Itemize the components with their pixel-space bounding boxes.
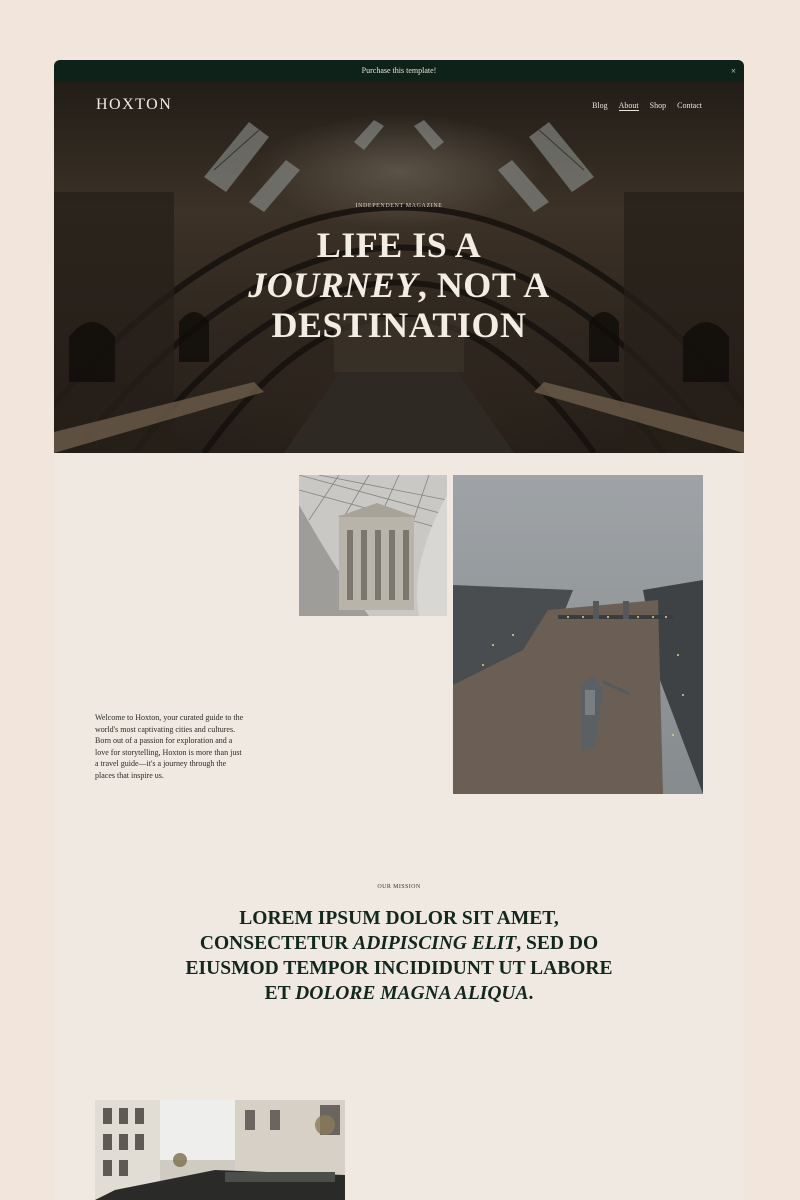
promo-text[interactable]: Purchase this template!: [361, 66, 437, 75]
site-frame: [54, 60, 744, 1200]
close-icon[interactable]: ×: [730, 66, 736, 76]
headline-italic-word: JOURNEY: [248, 265, 418, 305]
headline-line-2: , NOT A: [417, 265, 550, 305]
intro-text: Welcome to Hoxton, your curated guide to the world's most captivating cities and cultures. Born out of a passion for exploration and a love for storytelling, Hoxton is more than just a travel guide—it's a journey through the places that inspire us.: [95, 713, 244, 780]
mission-text-2: , SED DO EIUSMOD TEMPOR INCIDIDUNT UT LABORE ET: [185, 933, 613, 1004]
nav-item-shop[interactable]: Shop: [649, 101, 667, 110]
site-logo[interactable]: HOXTON: [96, 96, 173, 113]
headline-line-1: LIFE IS A: [316, 225, 482, 265]
mission-italic-2: DOLORE MAGNA ALIQUA: [295, 983, 529, 1004]
hero-section: [54, 82, 744, 453]
hero-headline: [54, 225, 744, 345]
mission-text-1: LOREM IPSUM DOLOR SIT AMET, CONSECTETUR: [199, 908, 559, 954]
nav-item-contact[interactable]: Contact: [677, 101, 702, 110]
promo-bar[interactable]: [54, 60, 744, 82]
main-nav: [592, 101, 702, 111]
mission-label: OUR MISSION: [377, 884, 421, 890]
nav-item-blog[interactable]: Blog: [592, 101, 608, 110]
hero-kicker: INDEPENDENT MAGAZINE: [355, 203, 443, 209]
street-photo: [95, 1100, 345, 1200]
mission-text-3: .: [528, 983, 534, 1004]
museum-photo: [299, 475, 447, 616]
london-photo: [453, 475, 703, 794]
headline-line-3: DESTINATION: [271, 305, 527, 345]
mission-statement: [174, 906, 624, 1006]
mission-italic-1: ADIPISCING ELIT: [353, 933, 517, 954]
nav-item-about[interactable]: About: [618, 101, 639, 110]
